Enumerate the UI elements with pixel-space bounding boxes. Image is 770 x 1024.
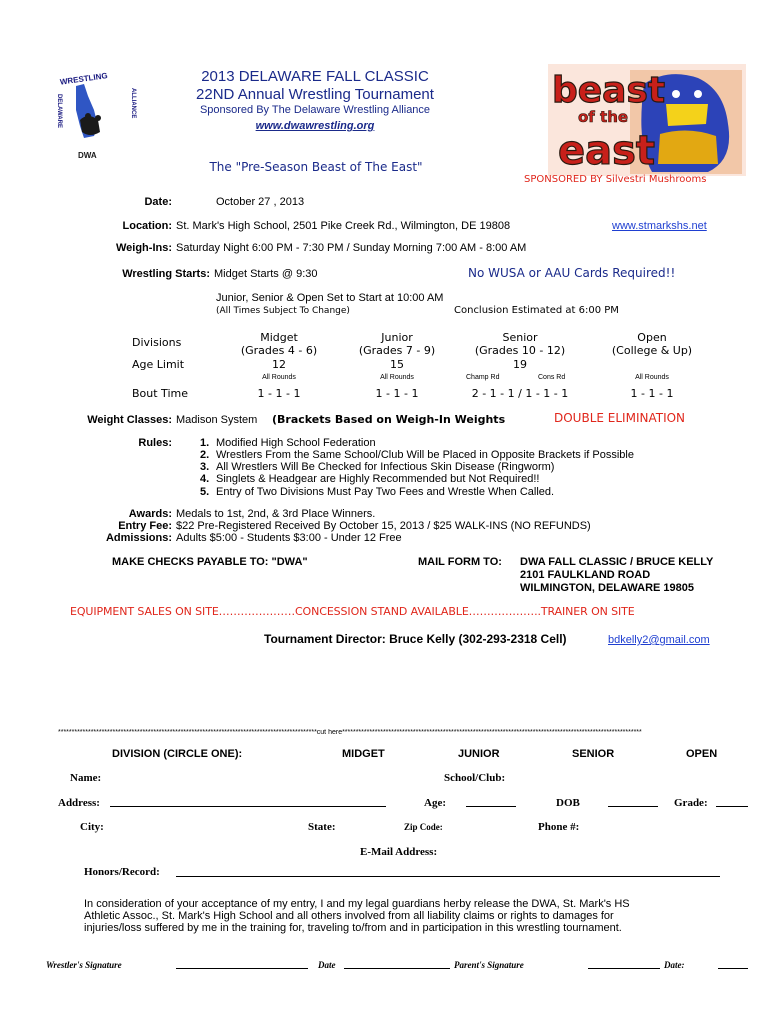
phone-label: Phone #: bbox=[538, 821, 580, 833]
sponsor-line: Sponsored By The Delaware Wrestling Alliance bbox=[199, 104, 431, 116]
entry-fee-value: $22 Pre-Registered Received By October 15, 2013 / $25 WALK-INS (NO REFUNDS) bbox=[176, 520, 591, 532]
division-junior-age: 15 bbox=[390, 358, 404, 371]
svg-text:of the: of the bbox=[578, 108, 629, 126]
mail-line-3: WILMINGTON, DELAWARE 19805 bbox=[520, 582, 694, 594]
tagline: The "Pre-Season Beast of The East" bbox=[209, 160, 423, 174]
division-junior-name: Junior bbox=[381, 331, 413, 344]
date-value: October 27 , 2013 bbox=[216, 196, 305, 208]
address-field[interactable] bbox=[110, 806, 386, 807]
svg-text:DELAWARE: DELAWARE bbox=[56, 94, 62, 129]
division-option-senior[interactable]: SENIOR bbox=[572, 748, 615, 760]
admissions-value: Adults $5:00 - Students $3:00 - Under 12 Free bbox=[176, 532, 402, 544]
wrestler-signature-label: Wrestler's Signature bbox=[46, 960, 122, 970]
onsite-banner: EQUIPMENT SALES ON SITE…………………CONCESSION STAND AVAILABLE………………..TRAINER ON SITE bbox=[70, 605, 635, 618]
division-senior-age: 19 bbox=[513, 358, 527, 371]
conclusion: Conclusion Estimated at 6:00 PM bbox=[454, 305, 619, 316]
rule-5-text: Entry of Two Divisions Must Pay Two Fees and Wrestle When Called. bbox=[216, 486, 555, 498]
division-junior-rounds: All Rounds bbox=[380, 374, 414, 381]
sponsored-by: SPONSORED BY Silvestri Mushrooms bbox=[524, 174, 707, 185]
division-senior-grades: (Grades 10 - 12) bbox=[474, 344, 566, 357]
title-line-1: 2013 DELAWARE FALL CLASSIC bbox=[201, 68, 429, 85]
weight-system: Madison System bbox=[176, 414, 258, 426]
grade-field[interactable] bbox=[716, 806, 748, 807]
state-label: State: bbox=[308, 821, 336, 833]
division-option-junior[interactable]: JUNIOR bbox=[458, 748, 500, 760]
division-open-rounds: All Rounds bbox=[635, 374, 669, 381]
grade-label: Grade: bbox=[674, 797, 708, 809]
weight-brackets: (Brackets Based on Weigh-In Weights bbox=[272, 413, 506, 426]
mail-line-2: 2101 FAULKLAND ROAD bbox=[520, 569, 651, 581]
division-midget-age: 12 bbox=[272, 358, 286, 371]
starts-value: Midget Starts @ 9:30 bbox=[214, 268, 318, 280]
age-limit-label: Age Limit bbox=[132, 358, 185, 371]
division-senior-bout: 2 - 1 - 1 / 1 - 1 - 1 bbox=[471, 387, 569, 400]
double-elimination: DOUBLE ELIMINATION bbox=[554, 411, 686, 425]
cut-here-line: ***********************************************************************************************cut here************************************************************************************************************** bbox=[58, 729, 642, 736]
location-label: Location: bbox=[122, 220, 172, 232]
rule-5-num: 5. bbox=[200, 486, 210, 498]
parent-signature-label: Parent's Signature bbox=[454, 960, 524, 970]
times-subject: (All Times Subject To Change) bbox=[216, 306, 350, 316]
checks-payable: MAKE CHECKS PAYABLE TO: "DWA" bbox=[112, 556, 308, 568]
weighins-value: Saturday Night 6:00 PM - 7:30 PM / Sunday Morning 7:00 AM - 8:00 AM bbox=[176, 242, 527, 254]
division-option-open[interactable]: OPEN bbox=[686, 748, 718, 760]
division-senior-name: Senior bbox=[502, 331, 538, 344]
beast-of-the-east-logo bbox=[548, 64, 746, 176]
rule-2-text: Wrestlers From the Same School/Club Will be Placed in Opposite Brackets if Possible bbox=[216, 449, 634, 461]
division-midget-grades: (Grades 4 - 6) bbox=[240, 344, 318, 357]
svg-text:beast: beast bbox=[552, 70, 666, 111]
title-line-2: 22ND Annual Wrestling Tournament bbox=[196, 86, 434, 103]
rule-2-num: 2. bbox=[200, 449, 210, 461]
tournament-director: Tournament Director: Bruce Kelly (302-293-2318 Cell) bbox=[264, 632, 567, 646]
division-option-midget[interactable]: MIDGET bbox=[342, 748, 385, 760]
address-label: Address: bbox=[58, 797, 100, 809]
rule-3-text: All Wrestlers Will Be Checked for Infectious Skin Disease (Ringworm) bbox=[216, 461, 555, 473]
division-midget-rounds: All Rounds bbox=[262, 374, 296, 381]
mail-label: MAIL FORM TO: bbox=[418, 556, 502, 568]
director-email[interactable]: bdkelly2@gmail.com bbox=[608, 634, 710, 646]
division-junior-bout: 1 - 1 - 1 bbox=[375, 387, 419, 400]
bout-time-label: Bout Time bbox=[132, 387, 188, 400]
division-open-grades: (College & Up) bbox=[611, 344, 693, 357]
division-open-bout: 1 - 1 - 1 bbox=[630, 387, 674, 400]
date-2-field[interactable] bbox=[718, 968, 748, 969]
mail-line-1: DWA FALL CLASSIC / BRUCE KELLY bbox=[520, 556, 714, 568]
date-2-label: Date: bbox=[664, 960, 685, 970]
waiver-line-1: In consideration of your acceptance of my entry, I and my legal guardians herby release the DWA, St. Mark's HS bbox=[84, 898, 630, 910]
rules-label: Rules: bbox=[138, 437, 172, 449]
awards-label: Awards: bbox=[128, 508, 172, 520]
entry-fee-label: Entry Fee: bbox=[118, 520, 172, 532]
parent-signature-field[interactable] bbox=[588, 968, 660, 969]
date-1-label: Date bbox=[318, 960, 336, 970]
honors-label: Honors/Record: bbox=[84, 866, 160, 878]
dwa-logo bbox=[54, 66, 140, 162]
svg-text:ALLIANCE: ALLIANCE bbox=[130, 88, 136, 119]
waiver-line-2: Athletic Assoc., St. Mark's High School and all others involved from all liability claims or rights to damages for bbox=[84, 910, 614, 922]
date-1-field[interactable] bbox=[344, 968, 450, 969]
svg-text:DWA: DWA bbox=[78, 151, 97, 160]
rule-4-text: Singlets & Headgear are Highly Recommended but Not Required!! bbox=[216, 473, 540, 485]
honors-field[interactable] bbox=[176, 876, 720, 877]
divisions-label: Divisions bbox=[132, 336, 182, 349]
wrestler-signature-field[interactable] bbox=[176, 968, 308, 969]
age-field[interactable] bbox=[466, 806, 516, 807]
city-label: City: bbox=[80, 821, 104, 833]
division-midget-bout: 1 - 1 - 1 bbox=[257, 387, 301, 400]
division-junior-grades: (Grades 7 - 9) bbox=[358, 344, 436, 357]
waiver-line-3: injuries/loss suffered by me in the training for, traveling to/from and in participation in this wrestling tournament. bbox=[84, 922, 622, 934]
website-link[interactable]: www.dwawrestling.org bbox=[255, 120, 375, 132]
rule-1-num: 1. bbox=[200, 437, 210, 449]
weighins-label: Weigh-Ins: bbox=[115, 242, 172, 254]
division-midget-name: Midget bbox=[260, 331, 298, 344]
awards-value: Medals to 1st, 2nd, & 3rd Place Winners. bbox=[176, 508, 376, 520]
rule-4-num: 4. bbox=[200, 473, 210, 485]
svg-text:east: east bbox=[558, 128, 656, 174]
division-open-name: Open bbox=[637, 331, 667, 344]
location-link[interactable]: www.stmarkshs.net bbox=[612, 220, 707, 232]
age-label: Age: bbox=[424, 797, 446, 809]
rule-1-text: Modified High School Federation bbox=[216, 437, 376, 449]
weight-label: Weight Classes: bbox=[87, 414, 172, 426]
location-value: St. Mark's High School, 2501 Pike Creek Rd., Wilmington, DE 19808 bbox=[176, 220, 511, 232]
name-label: Name: bbox=[70, 772, 102, 784]
dob-label: DOB bbox=[556, 797, 580, 809]
starts-label: Wrestling Starts: bbox=[122, 268, 210, 280]
division-circle-label: DIVISION (CIRCLE ONE): bbox=[112, 748, 243, 760]
svg-text:WRESTLING: WRESTLING bbox=[59, 71, 109, 87]
dob-field[interactable] bbox=[608, 806, 658, 807]
email-label: E-Mail Address: bbox=[360, 846, 438, 858]
admissions-label: Admissions: bbox=[105, 532, 172, 544]
school-label: School/Club: bbox=[444, 772, 506, 784]
division-senior-champ-rounds: Champ Rd bbox=[466, 374, 500, 381]
rule-3-num: 3. bbox=[200, 461, 210, 473]
date-label: Date: bbox=[144, 196, 172, 208]
division-senior-cons-rounds: Cons Rd bbox=[538, 374, 566, 381]
no-cards-note: No WUSA or AAU Cards Required!! bbox=[468, 266, 676, 280]
zip-label: Zip Code: bbox=[404, 822, 443, 832]
jso-start: Junior, Senior & Open Set to Start at 10:00 AM bbox=[216, 292, 444, 304]
